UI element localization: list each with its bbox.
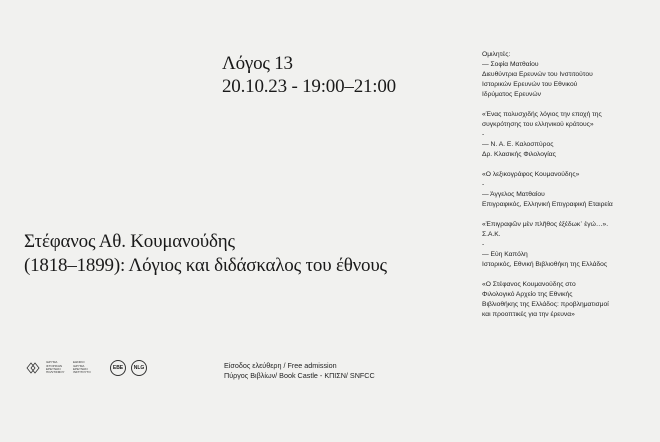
title-line-2: (1818–1899): Λόγιος και διδάσκαλος του έθνους bbox=[24, 255, 387, 276]
chair-role: Ιδρύματος Ερευνών bbox=[482, 91, 541, 98]
talk-3-speaker: — Εύη Καπόλη bbox=[482, 251, 528, 258]
event-header bbox=[222, 52, 452, 98]
institute-logo-icon bbox=[25, 360, 41, 376]
sponsor-logos bbox=[25, 357, 147, 379]
talk-3-title: Σ.Α.Κ. bbox=[482, 231, 501, 238]
admission-line-1: Είσοδος ελεύθερη / Free admission bbox=[224, 361, 337, 370]
talk-1-speaker: — Ν. Α. Ε. Καλοσπύρος bbox=[482, 141, 554, 148]
talk-1-title: «Ένας πολυσχιδής λόγιος την εποχή της bbox=[482, 111, 602, 118]
event-title bbox=[24, 230, 464, 278]
talk-2-title: «Ο λεξικογράφος Κουμανούδης» bbox=[482, 171, 580, 178]
admission-line-2: Πύργος Βιβλίων/ Book Castle - ΚΠΙΣΝ/ SNFCC bbox=[224, 371, 375, 380]
talk-1-title: συγκρότησης του ελληνικού κράτους» bbox=[482, 121, 594, 128]
talk-2-speaker: — Άγγελος Ματθαίου bbox=[482, 191, 545, 198]
talk-4-title: Βιβλιοθήκης της Ελλάδος: προβληματισμοί bbox=[482, 301, 609, 308]
talk-4-title: «Ο Στέφανος Κουμανούδης στο bbox=[482, 281, 576, 288]
chair-role: Διευθύντρια Ερευνών του Ινστιτούτου bbox=[482, 71, 593, 78]
admission-info bbox=[224, 361, 375, 381]
talk-2-role: Επιγραφικός, Ελληνική Επιγραφική Εταιρεία bbox=[482, 201, 613, 208]
talk-4-title: Φιλολογικό Αρχείο της Εθνικής bbox=[482, 291, 573, 298]
foundation-logo-text: ΕΘΝΙΚΟ ΙΔΡΥΜΑ ΕΡΕΥΝΩΝ ΙΝΣΤΙΤΟΥΤΟ bbox=[73, 360, 91, 375]
speakers-label: Ομιλητές: bbox=[482, 51, 511, 58]
chair-name: — Σοφία Ματθαίου bbox=[482, 61, 539, 68]
institute-logo-text: ΙΔΡΥΜΑ ΙΣΤΟΡΙΚΩΝ ΕΡΕΥΝΩΝ ΠΟΛΙΤΙΣΜΟΥ bbox=[46, 360, 65, 375]
talk-1-separator: - bbox=[482, 131, 485, 138]
talk-3-separator: - bbox=[482, 241, 485, 248]
event-number: Λόγος 13 bbox=[222, 53, 293, 74]
event-datetime: 20.10.23 - 19:00–21:00 bbox=[222, 76, 396, 97]
chair-role: Ιστορικών Ερευνών του Εθνικού bbox=[482, 81, 578, 88]
program-column bbox=[482, 50, 658, 320]
nlg-logo: NLG bbox=[131, 360, 147, 376]
talk-1-role: Δρ. Κλασικής Φιλολογίας bbox=[482, 151, 556, 158]
title-line-1: Στέφανος Αθ. Κουμανούδης bbox=[24, 231, 235, 252]
ebe-logo: ΕΒΕ bbox=[110, 360, 126, 376]
talk-2-separator: - bbox=[482, 181, 485, 188]
talk-3-title: «Ἐπιγραφῶν μὲν πλῆθος ἐξέδωκ᾽ ἐγώ…». bbox=[482, 221, 609, 228]
talk-3-role: Ιστορικός, Εθνική Βιβλιοθήκη της Ελλάδος bbox=[482, 261, 608, 268]
talk-4-title: και προοπτικές για την έρευνα» bbox=[482, 311, 575, 318]
